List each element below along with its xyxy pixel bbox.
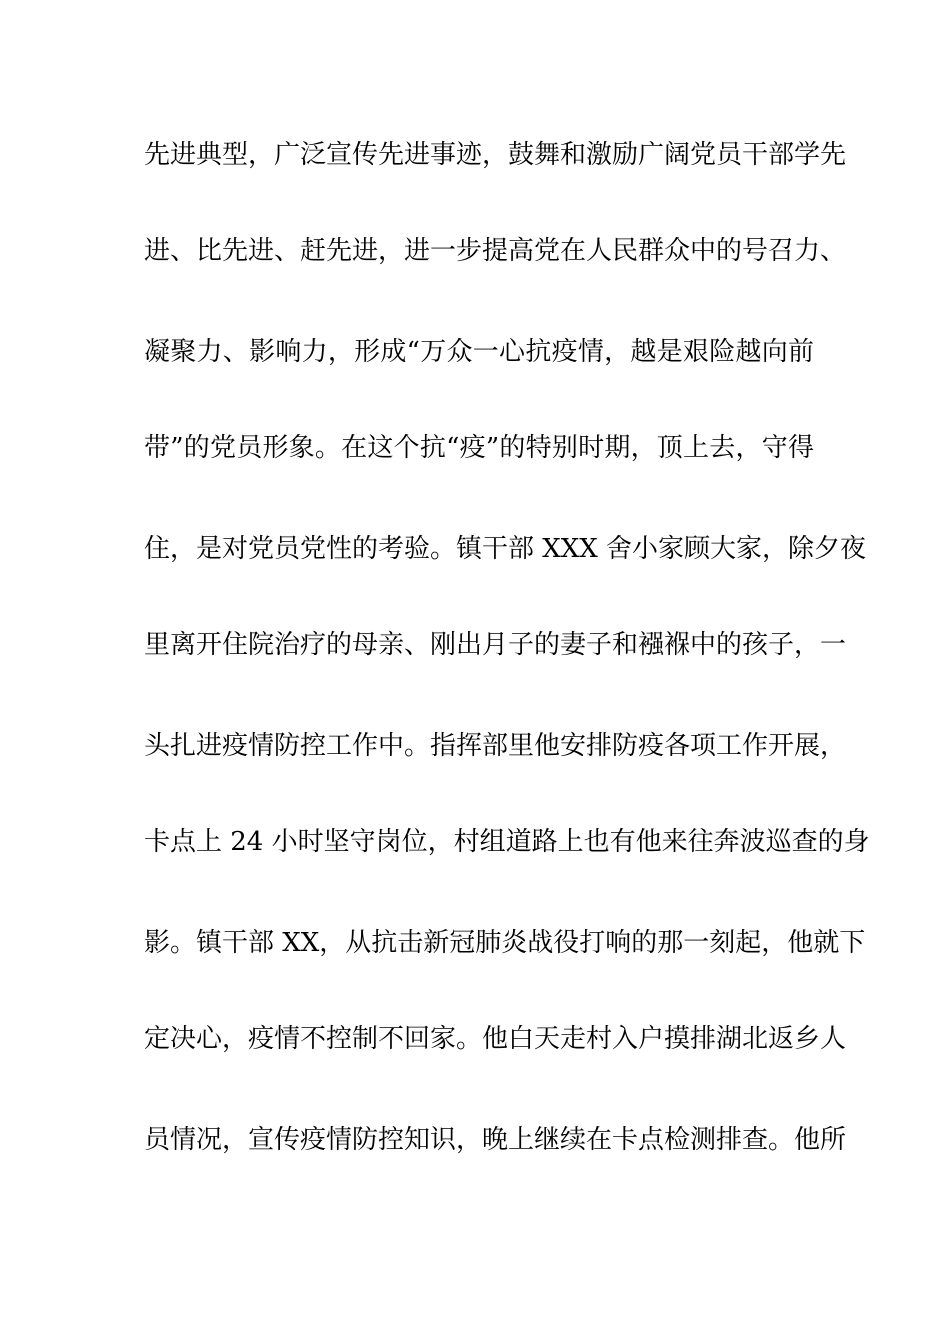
text-line-5: 住，是对党员党性的考验。镇干部 XXX 舍小家顾大家，除夕夜	[144, 534, 867, 564]
text-line-7: 头扎进疫情防控工作中。指挥部里他安排防疫各项工作开展，	[144, 731, 847, 761]
text-line-4: 带”的党员形象。在这个抗“疫”的特别时期，顶上去，守得	[144, 433, 814, 463]
text-line-2: 进、比先进、赶先进，进一步提高党在人民群众中的号召力、	[144, 236, 847, 266]
text-line-1: 先进典型，广泛宣传先进事迹，鼓舞和激励广阔党员干部学先	[144, 140, 847, 170]
text-line-10: 定决心，疫情不控制不回家。他白天走村入户摸排湖北返乡人	[144, 1024, 847, 1054]
text-line-9: 影。镇干部 XX，从抗击新冠肺炎战役打响的那一刻起，他就下	[144, 928, 866, 958]
text-line-8: 卡点上 24 小时坚守岗位，村组道路上也有他来往奔波巡查的身	[144, 827, 870, 857]
text-line-3: 凝聚力、影响力，形成“万众一心抗疫情，越是艰险越向前	[144, 337, 814, 367]
text-line-6: 里离开住院治疗的母亲、刚出月子的妻子和襁褓中的孩子，一	[144, 630, 847, 660]
text-line-11: 员情况，宣传疫情防控知识，晚上继续在卡点检测排查。他所	[144, 1125, 847, 1155]
